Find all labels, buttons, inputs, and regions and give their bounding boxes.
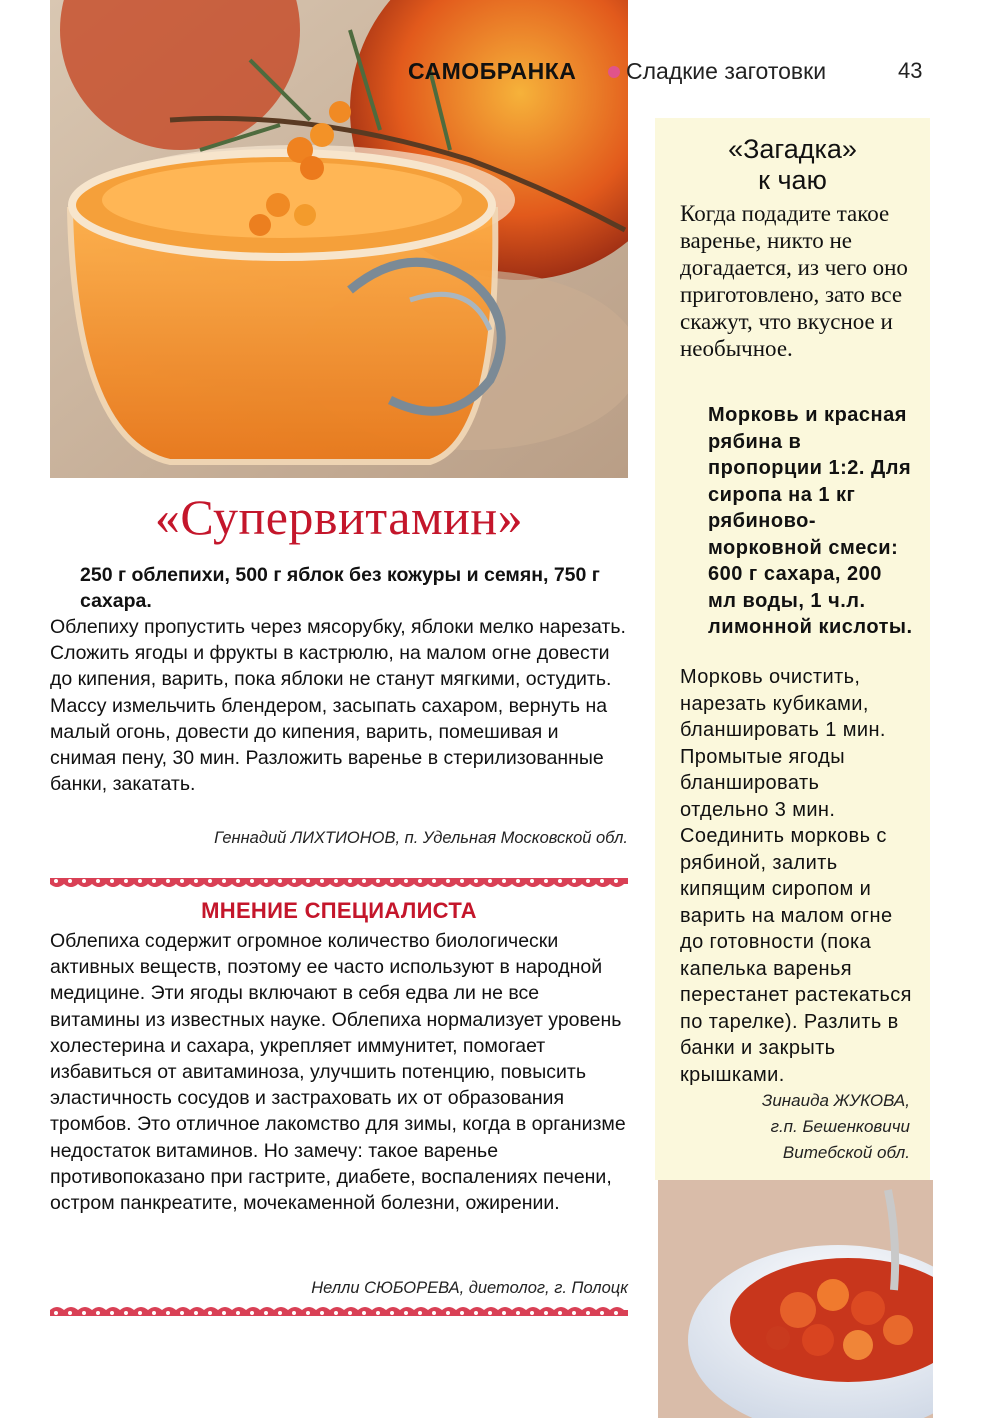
magazine-brand: САМОБРАНКА <box>408 58 577 84</box>
sidebar-title <box>655 134 930 196</box>
sidebar-author-place1: г.п. Бешенковичи <box>770 1117 910 1136</box>
brand-dot-icon <box>608 66 620 78</box>
sidebar-intro: Когда подадите такое варенье, никто не догадается, из чего оно приготовлено, зато все скажут, что вкусное и необычное. <box>680 201 908 361</box>
sidebar-author-place2: Витебской обл. <box>782 1143 910 1162</box>
recipe-title: «Супервитамин» <box>154 489 524 545</box>
expert-author: Нелли СЮБОРЕВА, диетолог, г. Полоцк <box>311 1279 628 1297</box>
sidebar-title-line2: к чаю <box>758 165 827 195</box>
sidebar-author <box>680 1088 910 1166</box>
sidebar-author-name: Зинаида ЖУКОВА, <box>761 1091 910 1110</box>
page-header <box>400 52 940 92</box>
expert-heading: МНЕНИЕ СПЕЦИАЛИСТА <box>201 898 477 923</box>
expert-text: Облепиха содержит огромное количество биологически активных веществ, поэтому ее часто используют в народной медицине. Эти ягоды включают в себя едва ли не все витамины из известных науке. Облепиха нормализует уровень холестерина и сахара, укрепляет иммунитет, помогает избавиться от авитаминоза, улучшить потенцию, повысить эластичность сосудов и застраховать их от образования тромбов. Это отличное лакомство для зимы, когда в организме недостаток витаминов. Но замечу: такое варенье противопоказано при гастрите, диабете, воспалениях печени, остром панкреатите, мочекаменной болезни, ожирении. <box>50 930 626 1215</box>
page-number: 43 <box>898 58 923 83</box>
sidebar-method: Морковь очистить, нарезать кубиками, бланшировать 1 мин. Промытые ягоды бланшировать отдельно 3 мин. Соединить морковь с рябиной, залить кипящим сиропом и варить на малом огне до готовности (пока капелька варенья перестанет растекаться по тарелке). Разлить в банки и закрыть крышками. <box>680 666 912 1086</box>
section-title: Сладкие заготовки <box>626 58 827 84</box>
sidebar-title-line1: «Загадка» <box>728 134 857 164</box>
recipe-author: Геннадий ЛИХТИОНОВ, п. Удельная Московской обл. <box>214 829 628 847</box>
divider-bottom <box>50 1304 628 1320</box>
recipe-ingredients: 250 г облепихи, 500 г яблок без кожуры и семян, 750 г сахара. <box>80 564 600 612</box>
jam-bowl-illustration <box>658 1180 933 1418</box>
sidebar-ingredients: Морковь и красная рябина в пропорции 1:2. Для сиропа на 1 кг рябиново-морковной смеси: 600 г сахара, 200 мл воды, 1 ч.л. лимонной кислоты. <box>708 404 913 638</box>
divider-top <box>50 874 628 890</box>
recipe-method: Облепиху пропустить через мясорубку, яблоки мелко нарезать. Сложить ягоды и фрукты в кастрюлю, на малом огне довести до кипения, варить, пока яблоки не станут мягкими, остудить. Массу измельчить блендером, засыпать сахаром, вернуть на малый огонь, довести до кипения, варить, помешивая и снимая пену, 30 мин. Разложить варенье в стерилизованные банки, закатать. <box>50 616 626 796</box>
jam-bowl-photo <box>658 1180 933 1418</box>
